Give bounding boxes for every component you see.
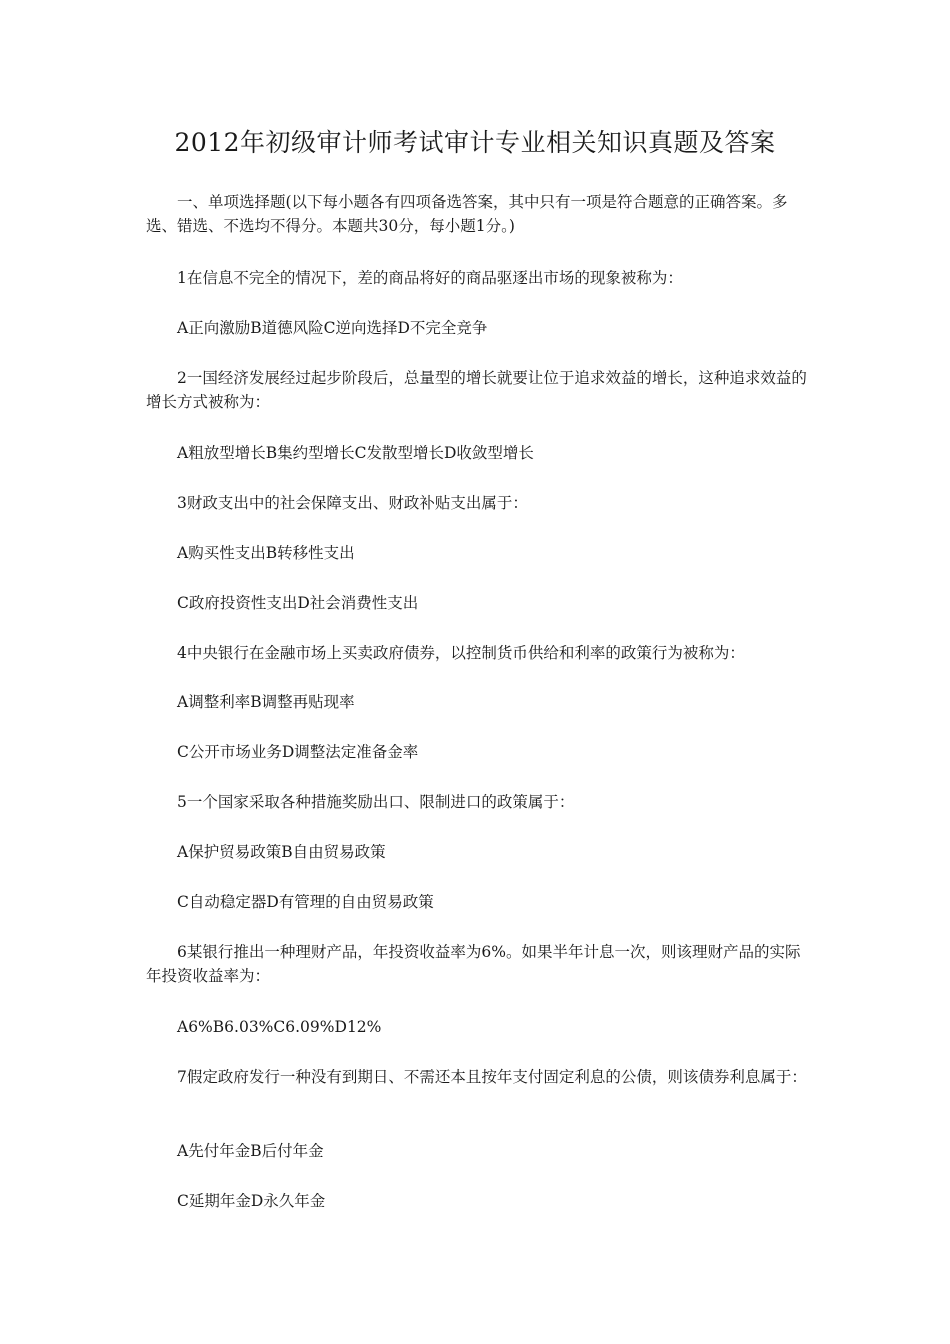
- question-2-options: A粗放型增长B集约型增长C发散型增长D收敛型增长: [177, 444, 534, 462]
- question-3-options-ab: A购买性支出B转移性支出: [177, 544, 355, 562]
- question-5-options-ab: A保护贸易政策B自由贸易政策: [177, 843, 386, 861]
- question-1: 1在信息不完全的情况下，差的商品将好的商品驱逐出市场的现象被称为：: [177, 269, 683, 287]
- question-7-options-ab: A先付年金B后付年金: [177, 1142, 324, 1160]
- question-3-options-cd: C政府投资性支出D社会消费性支出: [177, 594, 419, 612]
- section-intro: 一、单项选择题(以下每小题各有四项备选答案，其中只有一项是符合题意的正确答案。多选、错选、不选均不得分。本题共30分，每小题1分。): [146, 193, 788, 235]
- question-3: 3财政支出中的社会保障支出、财政补贴支出属于：: [177, 494, 528, 512]
- question-4: 4中央银行在金融市场上买卖政府债券，以控制货币供给和利率的政策行为被称为：: [177, 644, 745, 662]
- document-title: 2012年初级审计师考试审计专业相关知识真题及答案: [174, 128, 776, 157]
- question-7: 7假定政府发行一种没有到期日、不需还本且按年支付固定利息的公债，则该债券利息属于：: [177, 1068, 807, 1086]
- question-4-options-ab: A调整利率B调整再贴现率: [177, 693, 355, 711]
- question-6-options: A6%B6.03%C6.09%D12%: [177, 1018, 382, 1036]
- question-1-options: A正向激励B道德风险C逆向选择D不完全竞争: [177, 319, 488, 337]
- question-2: 2一国经济发展经过起步阶段后，总量型的增长就要让位于追求效益的增长，这种追求效益的增长方式被称为：: [146, 369, 807, 411]
- question-5: 5一个国家采取各种措施奖励出口、限制进口的政策属于：: [177, 793, 575, 811]
- question-5-options-cd: C自动稳定器D有管理的自由贸易政策: [177, 893, 434, 911]
- question-6: 6某银行推出一种理财产品，年投资收益率为6%。如果半年计息一次，则该理财产品的实际年投资收益率为：: [146, 943, 801, 985]
- question-7-options-cd: C延期年金D永久年金: [177, 1192, 326, 1210]
- question-4-options-cd: C公开市场业务D调整法定准备金率: [177, 743, 419, 761]
